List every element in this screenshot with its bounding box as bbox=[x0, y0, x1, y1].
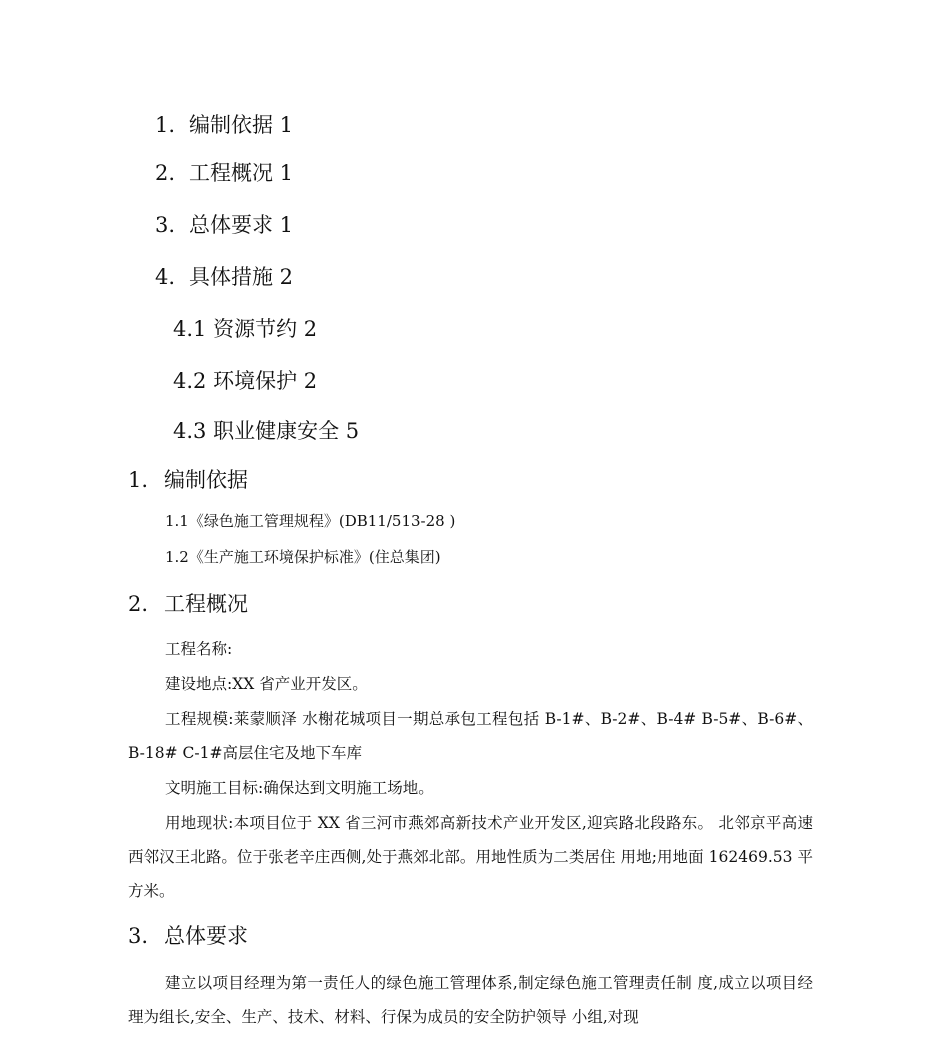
toc-item-text: 编制依据 1 bbox=[189, 113, 294, 137]
toc-item-2[interactable] bbox=[155, 158, 359, 188]
toc-item-number: 1. bbox=[155, 113, 176, 137]
section-title: 编制依据 bbox=[164, 468, 248, 492]
section-title: 工程概况 bbox=[164, 592, 248, 616]
construction-goal: 文明施工目标:确保达到文明施工场地。 bbox=[165, 779, 434, 797]
toc-item-text: 工程概况 1 bbox=[189, 161, 294, 185]
project-location: 建设地点:XX 省产业开发区。 bbox=[165, 675, 368, 693]
toc-item-4-1[interactable] bbox=[173, 314, 359, 344]
toc-item-text: 4.1 资源节约 2 bbox=[173, 317, 318, 341]
body-paragraph: 建立以项目经理为第一责任人的绿色施工管理体系,制定绿色施工管理责任制 度,成立以项目经理为组长,安全、生产、技术、材料、行保为成员的安全防护领导 小组,对现 bbox=[128, 974, 813, 1026]
toc-item-text: 4.3 职业健康安全 5 bbox=[173, 419, 360, 443]
document-body bbox=[128, 464, 813, 1034]
section-number: 1. bbox=[128, 468, 149, 492]
reference-item: 1.2《生产施工环境保护标准》(住总集团) bbox=[165, 548, 441, 566]
section-title: 总体要求 bbox=[164, 924, 248, 948]
toc-item-text: 总体要求 1 bbox=[189, 213, 294, 237]
toc-item-text: 具体措施 2 bbox=[189, 265, 294, 289]
site-status: 用地现状:本项目位于 XX 省三河市燕郊高新技术产业开发区,迎宾路北段路东。 北邻京平高速西邻汉王北路。位于张老辛庄西侧,处于燕郊北部。用地性质为二类居住 用地;用地面 162469.53 平方米。 bbox=[128, 814, 813, 900]
toc-item-3[interactable] bbox=[155, 210, 359, 240]
section-heading-3 bbox=[128, 920, 813, 952]
section-heading-1 bbox=[128, 464, 813, 496]
toc-item-text: 4.2 环境保护 2 bbox=[173, 369, 318, 393]
reference-item: 1.1《绿色施工管理规程》(DB11/513-28 ) bbox=[165, 512, 456, 530]
section-number: 3. bbox=[128, 924, 149, 948]
section-heading-2 bbox=[128, 588, 813, 620]
toc-item-1[interactable] bbox=[155, 110, 359, 140]
project-scale: 工程规模:莱蒙顺泽 水榭花城项目一期总承包工程包括 B-1#、B-2#、B-4# B-5#、B-6#、B-18# C-1#高层住宅及地下车库 bbox=[128, 710, 813, 762]
toc-item-4-3[interactable] bbox=[173, 416, 359, 446]
toc-item-4[interactable] bbox=[155, 262, 359, 292]
project-name: 工程名称: bbox=[165, 640, 233, 658]
toc-item-4-2[interactable] bbox=[173, 366, 359, 396]
toc-item-number: 4. bbox=[155, 265, 176, 289]
toc-item-number: 3. bbox=[155, 213, 176, 237]
table-of-contents bbox=[155, 110, 359, 446]
toc-item-number: 2. bbox=[155, 161, 176, 185]
section-number: 2. bbox=[128, 592, 149, 616]
